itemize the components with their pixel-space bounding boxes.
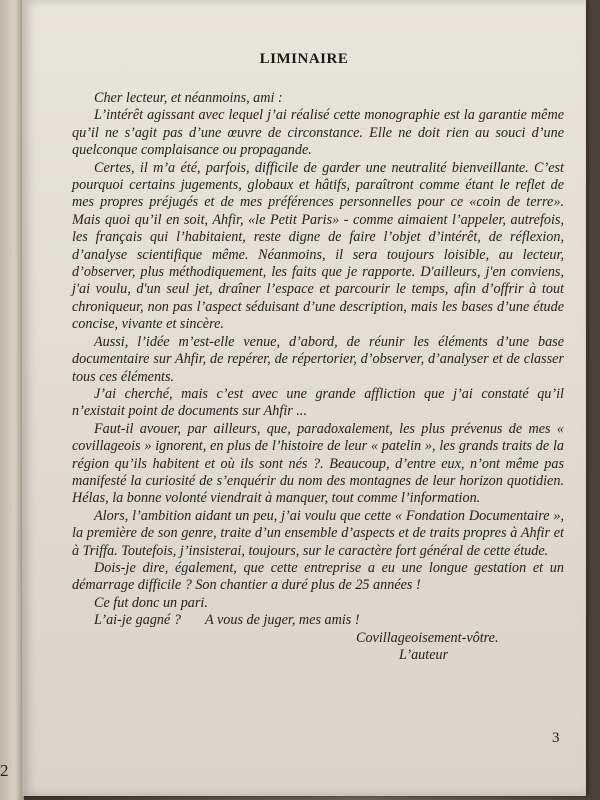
closing-signature-line xyxy=(72,647,564,664)
paragraph-6: Alors, l’ambition aidant un peu, j’ai voulu que cette « Fondation Documentaire », la première de son genre, traite d’un ensemble d’aspects et de traits propres à Ahfir et à Triffa. Toutefois, j’insisterai, toujours, sur le caractère fort général de cette étude. xyxy=(72,507,564,559)
left-page-number: 2 xyxy=(0,761,9,780)
closing-answer: A vous de juger, mes amis ! xyxy=(205,612,360,629)
page-title: LIMINAIRE xyxy=(259,51,349,67)
left-page-edge xyxy=(0,0,24,800)
closing-question-line xyxy=(72,612,564,629)
paragraph-5: Faut-il avouer, par ailleurs, que, paradoxalement, les plus prévenus de mes « covillageois » ignorent, en plus de l’histoire de leur « patelin », les grands traits de la région qu’ils habitent et où ils sont nés ?. Beaucoup, d’entre eux, n’ont même pas manifesté la curiosité de s’enquérir du nom des montagnes de leur horizon quotidien. Hélas, la bonne volonté viendrait à manquer, tout comme l’information. xyxy=(72,420,564,507)
paragraph-4: J’ai cherché, mais c’est avec une grande affliction que j’ai constaté qu’il n’existait point de documents sur Ahfir ... xyxy=(72,385,564,420)
paragraph-8: Ce fut donc un pari. xyxy=(94,594,208,611)
page-number: 3 xyxy=(552,730,560,746)
paragraph-greeting: Cher lecteur, et néanmoins, ami : xyxy=(94,90,283,106)
paragraph-3: Aussi, l’idée m’est-elle venue, d’abord, de réunir les éléments d’une base documentaire sur Ahfir, de repérer, de répertorier, d’observer, d’analyser et de classer tous ces éléments. xyxy=(72,333,564,385)
closing-salutation-line xyxy=(72,630,564,647)
paragraph-2: Certes, il m’a été, parfois, difficile de garder une neutralité bienveillante. C’est pourquoi certains jugements, globaux et hâtifs, paraîtront comme étant le reflet de mes propres préjugés et de mes préférences personnelles pour ce «coin de terre». Mais quoi qu’il en soit, Ahfir, «le Petit Paris» - comme aimaient l’appeler, autrefois, les français qui l’habitaient, reste digne de faire l’objet d’intérêt, de réflexion, d’analyse scientifique même. Néanmoins, il sera toujours loisible, au lecteur, d’observer, plus méthodiquement, les faits que je rapporte. D'ailleurs, j'en conviens, j'ai voulu, d'un seul jet, draîner l’espace et parcourir le temps, afin d’offrir à tout chroniqueur, non pas l’aspect séduisant d’une description, mais les bases d’une étude concise, vivante et sincère. xyxy=(72,159,564,333)
paragraph-1: L’intérêt agissant avec lequel j’ai réalisé cette monographie est la garantie même qu’il ne s’agit pas d’une œuvre de circonstance. Elle ne doit rien au souci d’une quelconque complaisance ou propagande. xyxy=(72,107,564,159)
paragraph-7: Dois-je dire, également, que cette entreprise a eu une longue gestation et un démarrage difficile ? Son chantier a duré plus de 25 années ! xyxy=(72,559,564,594)
body-text xyxy=(72,90,564,664)
document-page xyxy=(22,0,586,796)
closing-salutation: Covillageoisement-vôtre. xyxy=(356,629,499,646)
signature: L’auteur xyxy=(399,646,449,663)
closing-question: L’ai-je gagné ? xyxy=(94,612,181,629)
